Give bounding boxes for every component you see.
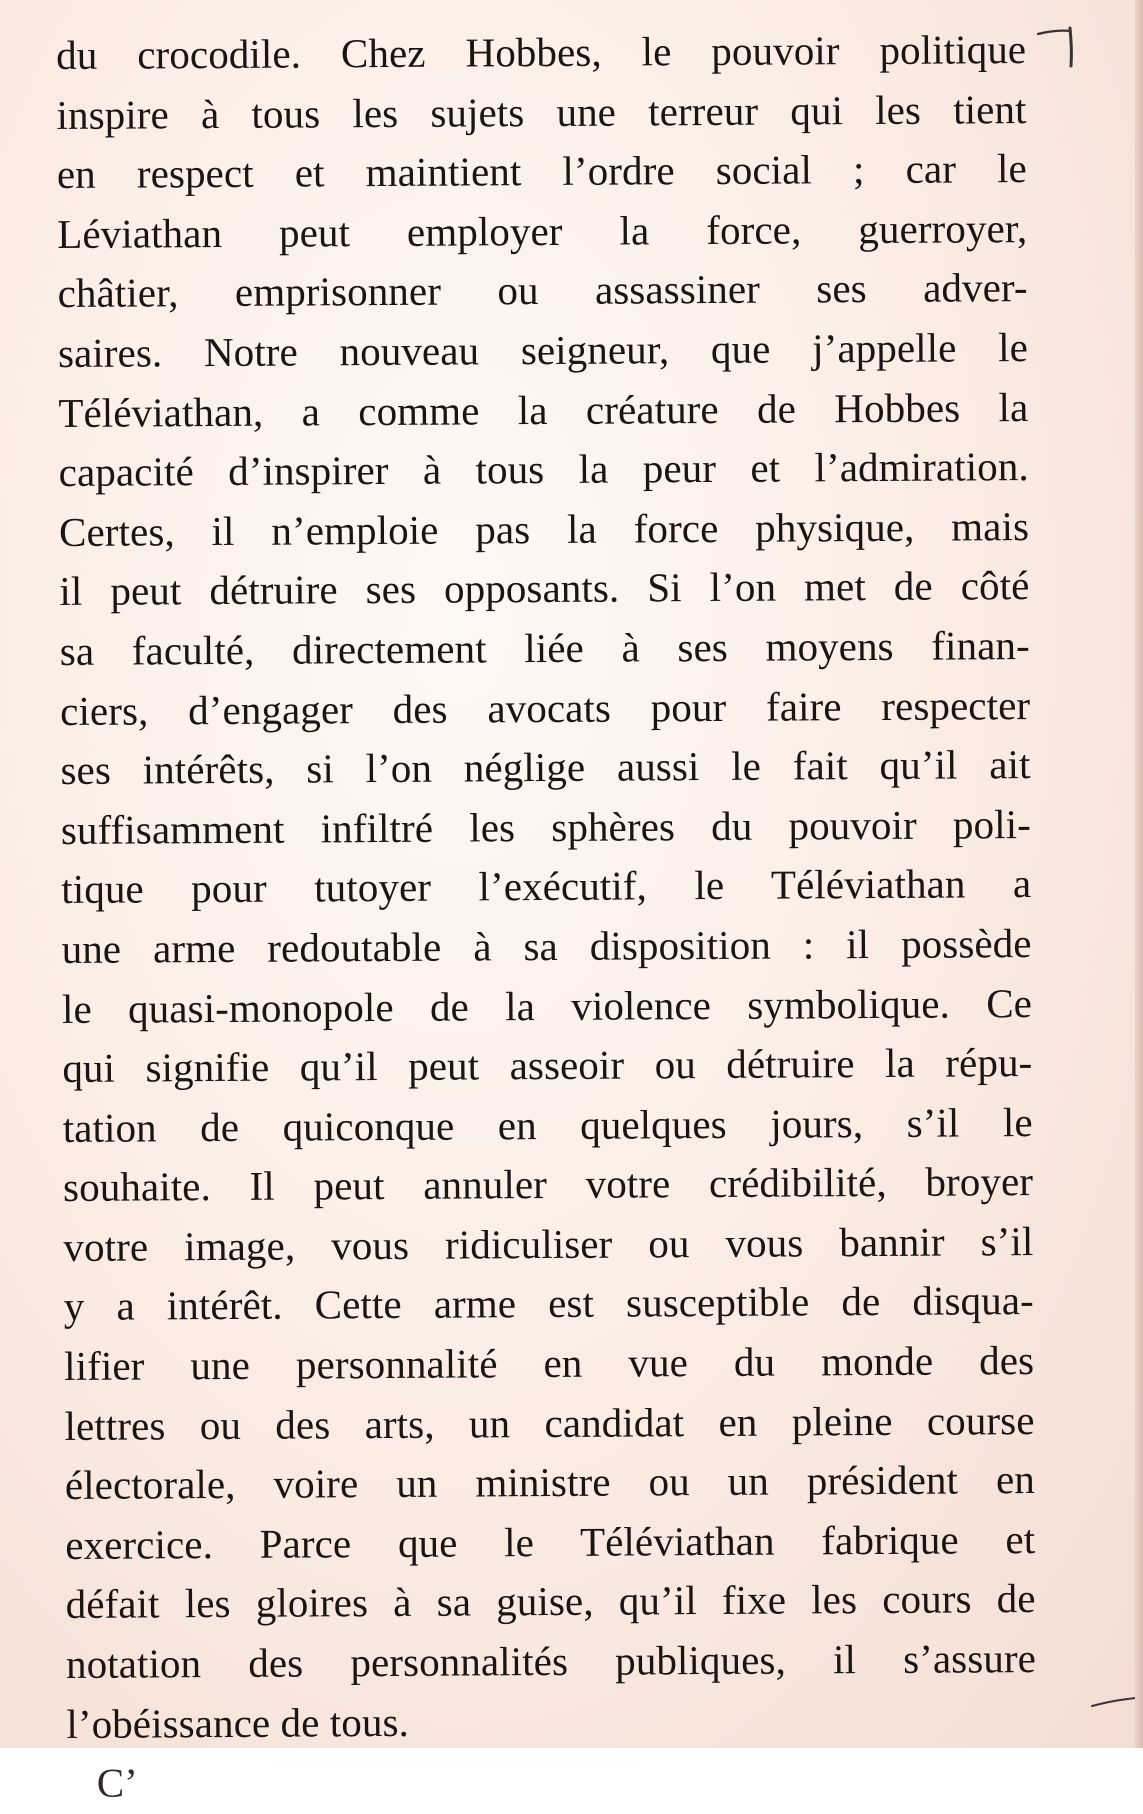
text-line: il peut détruire ses opposants. Si l’on met de côté [59, 562, 1030, 615]
text-line: suffisamment infiltré les sphères du pouvoir poli- [60, 800, 1032, 853]
pencil-tick-mark [1090, 1690, 1138, 1710]
text-line: châtier, emprisonner ou assassiner ses adver- [57, 264, 1028, 317]
text-line: inspire à tous les sujets une terreur qui les tient [56, 85, 1027, 138]
page-edge [1135, 0, 1143, 1748]
text-line: y a intérêt. Cette arme est susceptible de disqua- [63, 1277, 1034, 1330]
text-line: ses intérêts, si l’on néglige aussi le fait qu’il ait [60, 741, 1031, 794]
text-line: Certes, il n’emploie pas la force physique, mais [58, 502, 1030, 555]
next-paragraph-fragment: C’ [96, 1759, 139, 1807]
text-line: Téléviathan, a comme la créature de Hobbes la [58, 383, 1029, 436]
text-line: tation de quiconque en quelques jours, s’il le [62, 1098, 1033, 1151]
text-line: Léviathan peut employer la force, guerroyer, [57, 204, 1028, 257]
text-line: capacité d’inspirer à tous la peur et l’admiration. [58, 443, 1029, 496]
text-line: sa faculté, directement liée à ses moyens finan- [59, 622, 1030, 674]
text-line: défait les gloires à sa guise, qu’il fixe les cours de [65, 1575, 1036, 1628]
text-line: du crocodile. Chez Hobbes, le pouvoir politique [56, 26, 1027, 78]
text-line: tique pour tutoyer l’exécutif, le Téléviathan a [61, 860, 1032, 913]
text-line: en respect et maintient l’ordre social ; car le [56, 145, 1028, 198]
text-line: lifier une personnalité en vue du monde des [64, 1337, 1035, 1390]
text-line: le quasi-monopole de la violence symbolique. Ce [61, 979, 1033, 1032]
text-line: exercice. Parce que le Téléviathan fabrique et [65, 1515, 1036, 1568]
text-line: notation des personnalités publiques, il s’assure [65, 1635, 1037, 1688]
text-line: souhaite. Il peut annuler votre crédibilité, broyer [62, 1158, 1034, 1211]
text-line: qui signifie qu’il peut asseoir ou détruire la répu- [62, 1039, 1033, 1092]
text-line: saires. Notre nouveau seigneur, que j’appelle le [57, 324, 1029, 376]
text-line: l’obéissance de tous. [66, 1698, 410, 1747]
text-line: votre image, vous ridiculiser ou vous bannir s’il [63, 1217, 1034, 1270]
body-text [56, 20, 1037, 1814]
text-line: ciers, d’engager des avocats pour faire respecter [60, 681, 1031, 734]
text-line: une arme redoutable à sa disposition : il possède [61, 919, 1032, 972]
pencil-bracket-mark [1030, 22, 1090, 82]
text-line: lettres ou des arts, un candidat en pleine course [64, 1396, 1035, 1449]
text-line: électorale, voire un ministre ou un président en [64, 1456, 1036, 1509]
